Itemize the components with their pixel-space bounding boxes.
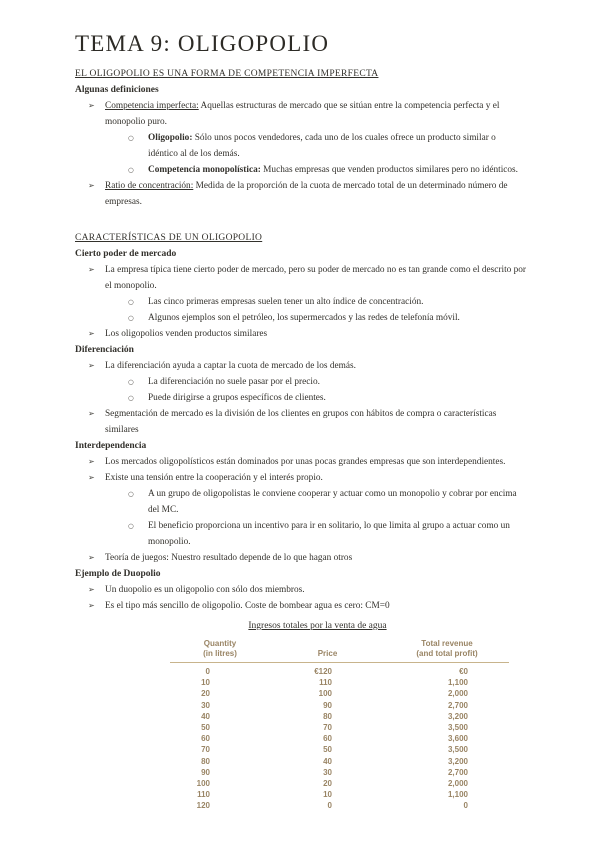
table-row: [170, 700, 509, 711]
table-cell: 0: [463, 801, 468, 811]
list-item-text: Los oligopolios venden productos similares: [105, 329, 268, 339]
bullet-circle-icon: ○: [128, 298, 134, 306]
table-cell: 2,000: [447, 779, 468, 789]
document-body: [75, 66, 528, 614]
term-label: Ratio de concentración:: [105, 181, 194, 191]
bullet-circle-icon: ○: [128, 490, 134, 498]
table-cell: 50: [201, 723, 210, 733]
table-cell: 10: [323, 790, 332, 800]
table-header-line-2: Price: [317, 649, 338, 658]
table-cell: 40: [201, 711, 210, 721]
table-cell: 20: [323, 779, 332, 789]
list-item: [75, 310, 528, 326]
table-header-line-1: Quantity: [203, 639, 237, 648]
list-item-text: Las cinco primeras empresas suelen tener un alto índice de concentración.: [148, 297, 424, 307]
bullet-arrow-icon: ➢: [88, 329, 95, 338]
list-item: [75, 178, 528, 210]
table-cell: 0: [205, 667, 210, 676]
table-row: [170, 767, 509, 778]
list-item: [75, 262, 528, 294]
term-label: Oligopolio:: [148, 133, 193, 143]
table-header-line-1: [270, 639, 385, 649]
table-cell: 2,000: [447, 689, 468, 699]
list-item-text: Competencia monopolística: Muchas empresas que venden productos similares pero no idénticos.: [148, 165, 518, 175]
list-item-text: La empresa típica tiene cierto poder de mercado, pero su poder de mercado no es tan grande como el descrito por el monopolio.: [105, 265, 527, 291]
table-cell: 80: [201, 756, 210, 766]
table-cell: 3,500: [447, 745, 468, 755]
table-header-line-2: (in litres): [203, 649, 237, 658]
table-row: [170, 688, 509, 699]
table-cell: €120: [314, 667, 332, 676]
bullet-arrow-icon: ➢: [88, 265, 95, 274]
table-cell: 110: [197, 790, 210, 800]
list-item: [75, 454, 528, 470]
table-cell: 100: [318, 689, 332, 699]
section-heading: EL OLIGOPOLIO ES UNA FORMA DE COMPETENCIA IMPERFECTA: [75, 69, 379, 79]
table-row: [170, 756, 509, 767]
list-item: [75, 470, 528, 486]
page-title: TEMA 9: OLIGOPOLIO: [75, 31, 330, 56]
bullet-circle-icon: ○: [128, 314, 134, 322]
list-item: [75, 294, 528, 310]
bullet-circle-icon: ○: [128, 134, 134, 142]
bullet-circle-icon: ○: [128, 522, 134, 530]
bullet-arrow-icon: ➢: [88, 361, 95, 370]
table-cell: 40: [323, 756, 332, 766]
table-cell: 3,600: [447, 734, 468, 744]
table-header-cell: [385, 639, 509, 659]
list-item-text: Algunos ejemplos son el petróleo, los supermercados y las redes de telefonía móvil.: [148, 313, 460, 323]
table-cell: 60: [323, 734, 332, 744]
table-cell: 10: [201, 678, 210, 688]
table-cell: 90: [323, 700, 332, 710]
table-row: [170, 733, 509, 744]
table-row: [170, 789, 509, 800]
table-header-line-2: (and total profit): [416, 649, 478, 658]
list-item-text: Competencia imperfecta: Aquellas estructuras de mercado que se sitúan entre la competencia perfecta y el monopolio puro.: [105, 101, 500, 127]
table-row: [170, 778, 509, 789]
table-cell: 30: [201, 700, 210, 710]
table-cell: 2,700: [447, 700, 468, 710]
section-subheading: Interdependencia: [75, 441, 147, 451]
table-row: [170, 677, 509, 688]
list-item: [75, 406, 528, 438]
bullet-arrow-icon: ➢: [88, 553, 95, 562]
table-cell: 1,100: [447, 790, 468, 800]
list-item: [75, 374, 528, 390]
list-item-text: Ratio de concentración: Medida de la proporción de la cuota de mercado total de un determinado número de empresas.: [105, 181, 508, 207]
list-item-text: La diferenciación no suele pasar por el precio.: [148, 377, 320, 387]
list-item: [75, 358, 528, 374]
table-row: [170, 666, 509, 677]
section-subheading: Diferenciación: [75, 345, 134, 355]
table-cell: 3,500: [447, 723, 468, 733]
term-label: Competencia monopolística:: [148, 165, 261, 175]
revenue-table: [170, 639, 509, 812]
table-header-row: [170, 639, 509, 663]
table-cell: 110: [319, 678, 332, 688]
list-item-text: Los mercados oligopolísticos están dominados por unas pocas grandes empresas que son interdependientes.: [105, 457, 506, 467]
bullet-circle-icon: ○: [128, 166, 134, 174]
table-cell: 80: [323, 711, 332, 721]
section-subheading: Ejemplo de Duopolio: [75, 569, 161, 579]
table-row: [170, 744, 509, 755]
list-item-text: Es el tipo más sencillo de oligopolio. Coste de bombear agua es cero: CM=0: [105, 601, 390, 611]
bullet-circle-icon: ○: [128, 394, 134, 402]
term-label: Competencia imperfecta:: [105, 101, 199, 111]
list-item: [75, 162, 528, 178]
table-cell: 3,200: [447, 756, 468, 766]
revenue-table-section: [75, 620, 528, 812]
table-cell: 30: [323, 767, 332, 777]
list-item-text: A un grupo de oligopolistas le conviene cooperar y actuar como un monopolio y cobrar por encima del MC.: [148, 489, 517, 515]
table-body: [170, 663, 509, 812]
table-cell: 100: [196, 779, 210, 789]
bullet-arrow-icon: ➢: [88, 181, 95, 190]
list-item: [75, 130, 528, 162]
table-cell: 60: [201, 734, 210, 744]
list-item: [75, 486, 528, 518]
table-title: Ingresos totales por la venta de agua: [248, 621, 387, 631]
list-item: [75, 582, 528, 598]
list-item: [75, 98, 528, 130]
table-row: [170, 800, 509, 811]
list-item-text: Puede dirigirse a grupos específicos de clientes.: [148, 393, 326, 403]
table-header-cell: [270, 639, 385, 659]
section-heading: CARACTERÍSTICAS DE UN OLIGOPOLIO: [75, 233, 263, 243]
list-item-text: Oligopolio: Sólo unos pocos vendedores, cada uno de los cuales ofrece un producto similar o idéntico al de los demás.: [148, 133, 496, 159]
list-item-text: Existe una tensión entre la cooperación y el interés propio.: [105, 473, 323, 483]
table-cell: 70: [201, 745, 210, 755]
list-item: [75, 598, 528, 614]
bullet-arrow-icon: ➢: [88, 585, 95, 594]
table-cell: 0: [327, 801, 332, 811]
table-cell: 50: [323, 745, 332, 755]
list-item-text: La diferenciación ayuda a captar la cuota de mercado de los demás.: [105, 361, 356, 371]
list-item: [75, 390, 528, 406]
section-subheading: Cierto poder de mercado: [75, 249, 177, 259]
list-item: [75, 550, 528, 566]
bullet-arrow-icon: ➢: [88, 101, 95, 110]
bullet-arrow-icon: ➢: [88, 473, 95, 482]
table-header-line-1: Total revenue: [421, 639, 473, 648]
table-cell: 120: [196, 801, 210, 811]
table-row: [170, 722, 509, 733]
list-item-text: Teoría de juegos: Nuestro resultado depende de lo que hagan otros: [105, 553, 353, 563]
table-cell: 90: [201, 767, 210, 777]
bullet-circle-icon: ○: [128, 378, 134, 386]
table-cell: 20: [201, 689, 210, 699]
list-item-text: El beneficio proporciona un incentivo para ir en solitario, lo que limita al grupo a actuar como un monopolio.: [148, 521, 510, 547]
list-item: [75, 518, 528, 550]
bullet-arrow-icon: ➢: [88, 409, 95, 418]
table-row: [170, 711, 509, 722]
table-cell: 1,100: [447, 678, 468, 688]
list-item-text: Un duopolio es un oligopolio con sólo dos miembros.: [105, 585, 305, 595]
table-cell: 2,700: [447, 767, 468, 777]
table-cell: 3,200: [447, 711, 468, 721]
section-subheading: Algunas definiciones: [75, 85, 159, 95]
list-item-text: Segmentación de mercado es la división de los clientes en grupos con hábitos de compra o características similares: [105, 409, 497, 435]
table-cell: 70: [323, 723, 332, 733]
list-item: [75, 326, 528, 342]
table-cell: €0: [459, 667, 468, 676]
bullet-arrow-icon: ➢: [88, 601, 95, 610]
table-header-cell: [170, 639, 270, 659]
bullet-arrow-icon: ➢: [88, 457, 95, 466]
